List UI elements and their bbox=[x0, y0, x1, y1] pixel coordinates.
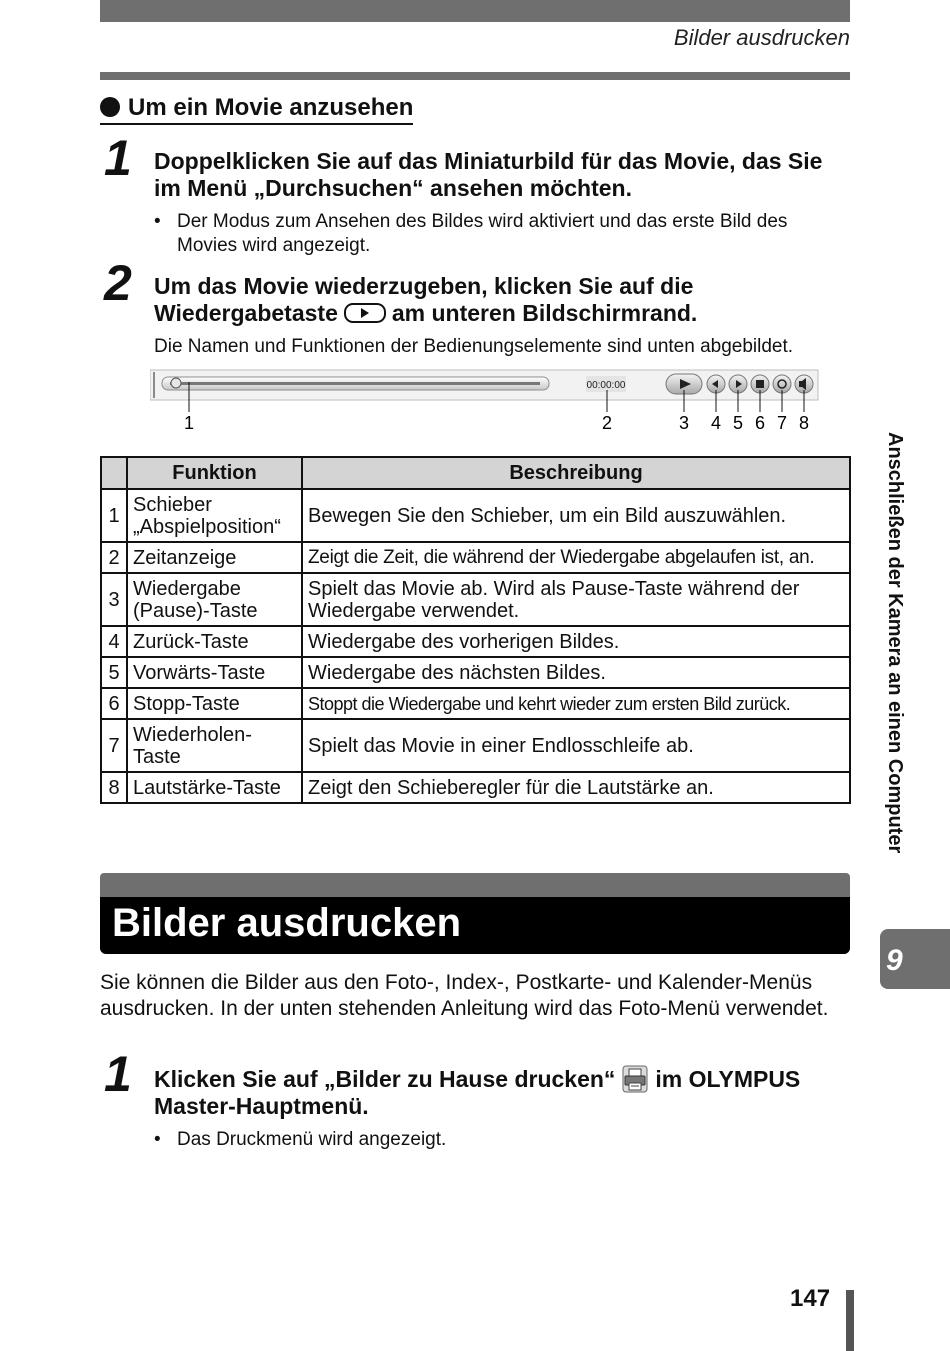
section-title bbox=[100, 897, 850, 954]
row-description: Wiedergabe des vorherigen Bildes. bbox=[302, 626, 850, 657]
table-row bbox=[101, 657, 850, 688]
section-intro: Sie können die Bilder aus den Foto-, Index-, Postkarte- und Kalender-Menüs ausdrucken. In der unten stehenden Anleitung wird das Foto-Menü verwendet. bbox=[100, 971, 829, 1020]
callout-label: 6 bbox=[754, 413, 766, 433]
row-description: Zeigt den Schieberegler für die Lautstärke an. bbox=[302, 772, 850, 803]
movie-player-controls bbox=[150, 368, 830, 436]
bullet-text: Der Modus zum Ansehen des Bildes wird aktiviert und das erste Bild des Movies wird angezeigt. bbox=[177, 211, 788, 256]
callout-label: 8 bbox=[798, 413, 810, 433]
row-number: 1 bbox=[101, 489, 127, 542]
row-function: Wiedergabe (Pause)-Taste bbox=[127, 573, 302, 626]
table-row bbox=[101, 772, 850, 803]
position-slider-thumb[interactable] bbox=[171, 378, 181, 388]
stop-icon bbox=[756, 380, 764, 388]
section-title-text: Bilder ausdrucken bbox=[112, 901, 462, 945]
row-function: Zurück-Taste bbox=[127, 626, 302, 657]
movie-subheading-text: Um ein Movie anzusehen bbox=[128, 94, 414, 121]
row-function: Wiederholen-Taste bbox=[127, 719, 302, 772]
row-description: Stoppt die Wiedergabe und kehrt wieder zum ersten Bild zurück. bbox=[302, 688, 850, 719]
table-row bbox=[101, 542, 850, 573]
step-number: 1 bbox=[104, 130, 132, 186]
header-rule bbox=[100, 72, 850, 80]
chapter-tab bbox=[880, 929, 950, 989]
chapter-side-title: Anschließen der Kamera an einen Computer bbox=[884, 432, 906, 854]
callout-label: 2 bbox=[601, 413, 613, 433]
row-number: 2 bbox=[101, 542, 127, 573]
row-number: 8 bbox=[101, 772, 127, 803]
step-title-text: am unteren Bildschirmrand. bbox=[391, 300, 698, 326]
row-number: 4 bbox=[101, 626, 127, 657]
running-title: Bilder ausdrucken bbox=[673, 25, 850, 50]
time-display: 00:00:00 bbox=[586, 380, 626, 391]
table-header-function: Funktion bbox=[127, 457, 302, 489]
row-description: Spielt das Movie in einer Endlosschleife ab. bbox=[302, 719, 850, 772]
row-description: Zeigt die Zeit, die während der Wiedergabe abgelaufen ist, an. bbox=[302, 542, 850, 573]
table-row bbox=[101, 626, 850, 657]
row-description: Wiedergabe des nächsten Bildes. bbox=[302, 657, 850, 688]
row-description: Bewegen Sie den Schieber, um ein Bild auszuwählen. bbox=[302, 489, 850, 542]
bullet-item bbox=[154, 1128, 844, 1152]
table-header-row bbox=[101, 457, 850, 489]
table-header-blank bbox=[101, 457, 127, 489]
page-number: 147 bbox=[790, 1285, 831, 1312]
table-row bbox=[101, 688, 850, 719]
step-title bbox=[154, 273, 844, 327]
callout-label: 7 bbox=[776, 413, 788, 433]
step-number: 2 bbox=[104, 255, 132, 311]
row-function: Lautstärke-Taste bbox=[127, 772, 302, 803]
section-bar bbox=[100, 873, 850, 897]
step-title: Doppelklicken Sie auf das Miniaturbild für das Movie, das Sie im Menü „Durchsuchen“ ansehen möchten. bbox=[154, 148, 823, 201]
callout-label: 1 bbox=[183, 413, 195, 433]
bullet-circle-icon bbox=[100, 97, 120, 117]
step-number: 1 bbox=[104, 1046, 132, 1102]
row-function: Stopp-Taste bbox=[127, 688, 302, 719]
step-title-text: im OLYMPUS Master-Hauptmenü. bbox=[154, 1066, 801, 1119]
row-description: Spielt das Movie ab. Wird als Pause-Taste während der Wiedergabe verwendet. bbox=[302, 573, 850, 626]
row-function: Schieber „Abspielposition“ bbox=[127, 489, 302, 542]
row-number: 6 bbox=[101, 688, 127, 719]
chapter-number: 9 bbox=[886, 944, 903, 977]
row-function: Vorwärts-Taste bbox=[127, 657, 302, 688]
row-number: 5 bbox=[101, 657, 127, 688]
bullet-dot: • bbox=[154, 1129, 161, 1150]
step-title bbox=[154, 1065, 854, 1120]
bullet-dot: • bbox=[154, 211, 161, 232]
row-number: 3 bbox=[101, 573, 127, 626]
function-table bbox=[100, 456, 851, 804]
callout-label: 4 bbox=[710, 413, 722, 433]
row-number: 7 bbox=[101, 719, 127, 772]
play-button-icon bbox=[344, 303, 386, 323]
row-function: Zeitanzeige bbox=[127, 542, 302, 573]
step-title-text: Um das Movie wiederzugeben, klicken Sie auf die Wiedergabetaste bbox=[154, 273, 694, 326]
movie-subheading bbox=[100, 94, 413, 125]
table-row bbox=[101, 489, 850, 542]
bullet-text: Das Druckmenü wird angezeigt. bbox=[177, 1129, 447, 1150]
table-row bbox=[101, 719, 850, 772]
page-number-bar bbox=[846, 1290, 854, 1351]
position-slider-groove bbox=[170, 382, 540, 385]
header-bar bbox=[100, 0, 850, 22]
callout-label: 5 bbox=[732, 413, 744, 433]
step-title-text: Klicken Sie auf „Bilder zu Hause drucken“ bbox=[154, 1066, 616, 1092]
table-row bbox=[101, 573, 850, 626]
table-header-description: Beschreibung bbox=[302, 457, 850, 489]
printer-icon bbox=[621, 1065, 649, 1093]
bullet-item bbox=[154, 210, 844, 258]
callout-label: 3 bbox=[678, 413, 690, 433]
step-description: Die Namen und Funktionen der Bedienungselemente sind unten abgebildet. bbox=[154, 336, 794, 357]
